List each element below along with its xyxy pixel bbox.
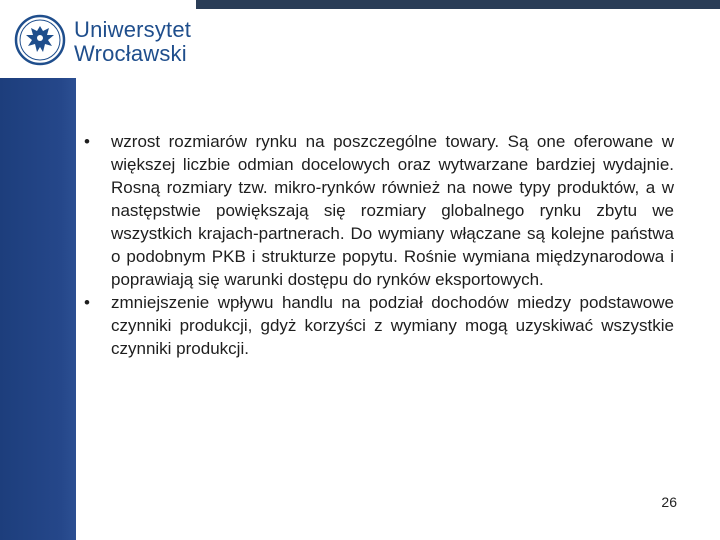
top-accent-bar bbox=[196, 0, 720, 9]
bullet-marker: • bbox=[84, 293, 90, 312]
page-number: 26 bbox=[661, 494, 677, 510]
logo-line-2: Wrocławski bbox=[74, 41, 187, 66]
bullet-item bbox=[84, 291, 674, 360]
bullet-marker: • bbox=[84, 132, 90, 151]
bullet-item bbox=[84, 130, 674, 291]
left-sidebar-band bbox=[0, 78, 76, 540]
university-logo bbox=[8, 8, 198, 70]
bullet-list bbox=[84, 130, 674, 360]
slide-content bbox=[84, 130, 674, 360]
logo-line-1: Uniwersytet bbox=[74, 17, 192, 42]
university-eagle-emblem-icon bbox=[14, 14, 66, 66]
bullet-text: zmniejszenie wpływu handlu na podział dochodów miedzy podstawowe czynniki produkcji, gdyż korzyści z wymiany mogą uzyskiwać wszystkie czynniki produkcji. bbox=[111, 293, 674, 358]
bullet-text: wzrost rozmiarów rynku na poszczególne towary. Są one oferowane w większej liczbie odmian docelowych oraz wytwarzane bardziej wydajnie. Rosną rozmiary tzw. mikro-rynków również na nowe typy produktów, a w następstwie powiększają się rozmiary globalnego rynku zbytu we wszystkich krajach-partnerach. Do wymiany włączane są kolejne państwa o podobnym PKB i strukturze popytu. Rośnie wymiana międzynarodowa i poprawiają się warunki dostępu do rynków eksportowych. bbox=[111, 132, 674, 289]
university-name bbox=[74, 18, 191, 66]
